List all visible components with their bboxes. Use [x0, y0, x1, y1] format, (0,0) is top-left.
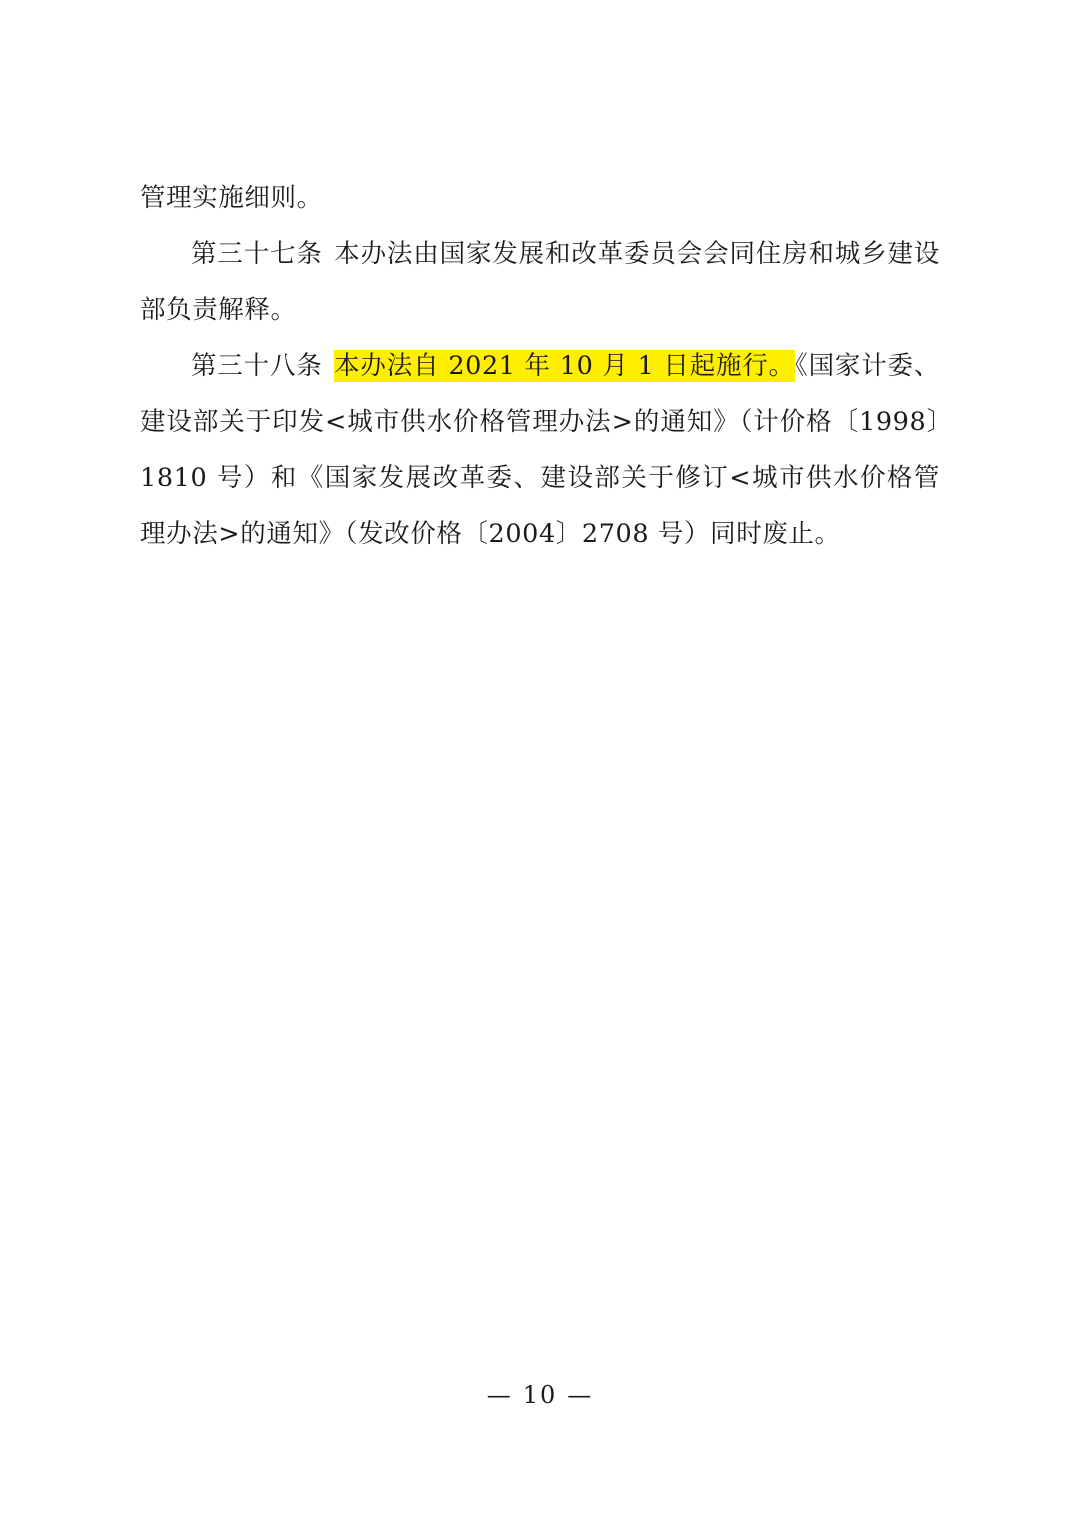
article-37-text: 本办法由国家发展和改革委员会会同住房和城乡建设部负责解释。: [140, 239, 940, 325]
highlighted-effective-date: 本办法自 2021 年 10 月 1 日起施行。: [334, 351, 796, 381]
paragraph-article-38: [140, 338, 940, 562]
page-footer: [0, 1381, 1080, 1409]
article-37-label: 第三十七条: [191, 239, 323, 269]
document-body: [140, 170, 940, 562]
paragraph-article-37: [140, 226, 940, 338]
paragraph-continued-text: 管理实施细则。: [140, 183, 323, 213]
footer-dash-right: —: [567, 1381, 594, 1409]
paragraph-continued: [140, 170, 940, 226]
page-number: 10: [522, 1381, 558, 1409]
footer-dash-left: —: [486, 1381, 513, 1409]
article-38-text: 《国家计委、建设部关于印发<城市供水价格管理办法>的通知》（计价格〔1998〕1810 号）和《国家发展改革委、建设部关于修订<城市供水价格管理办法>的通知》（发改价格〔2004〕2708 号）同时废止。: [140, 351, 940, 549]
article-38-label: 第三十八条: [191, 351, 323, 381]
